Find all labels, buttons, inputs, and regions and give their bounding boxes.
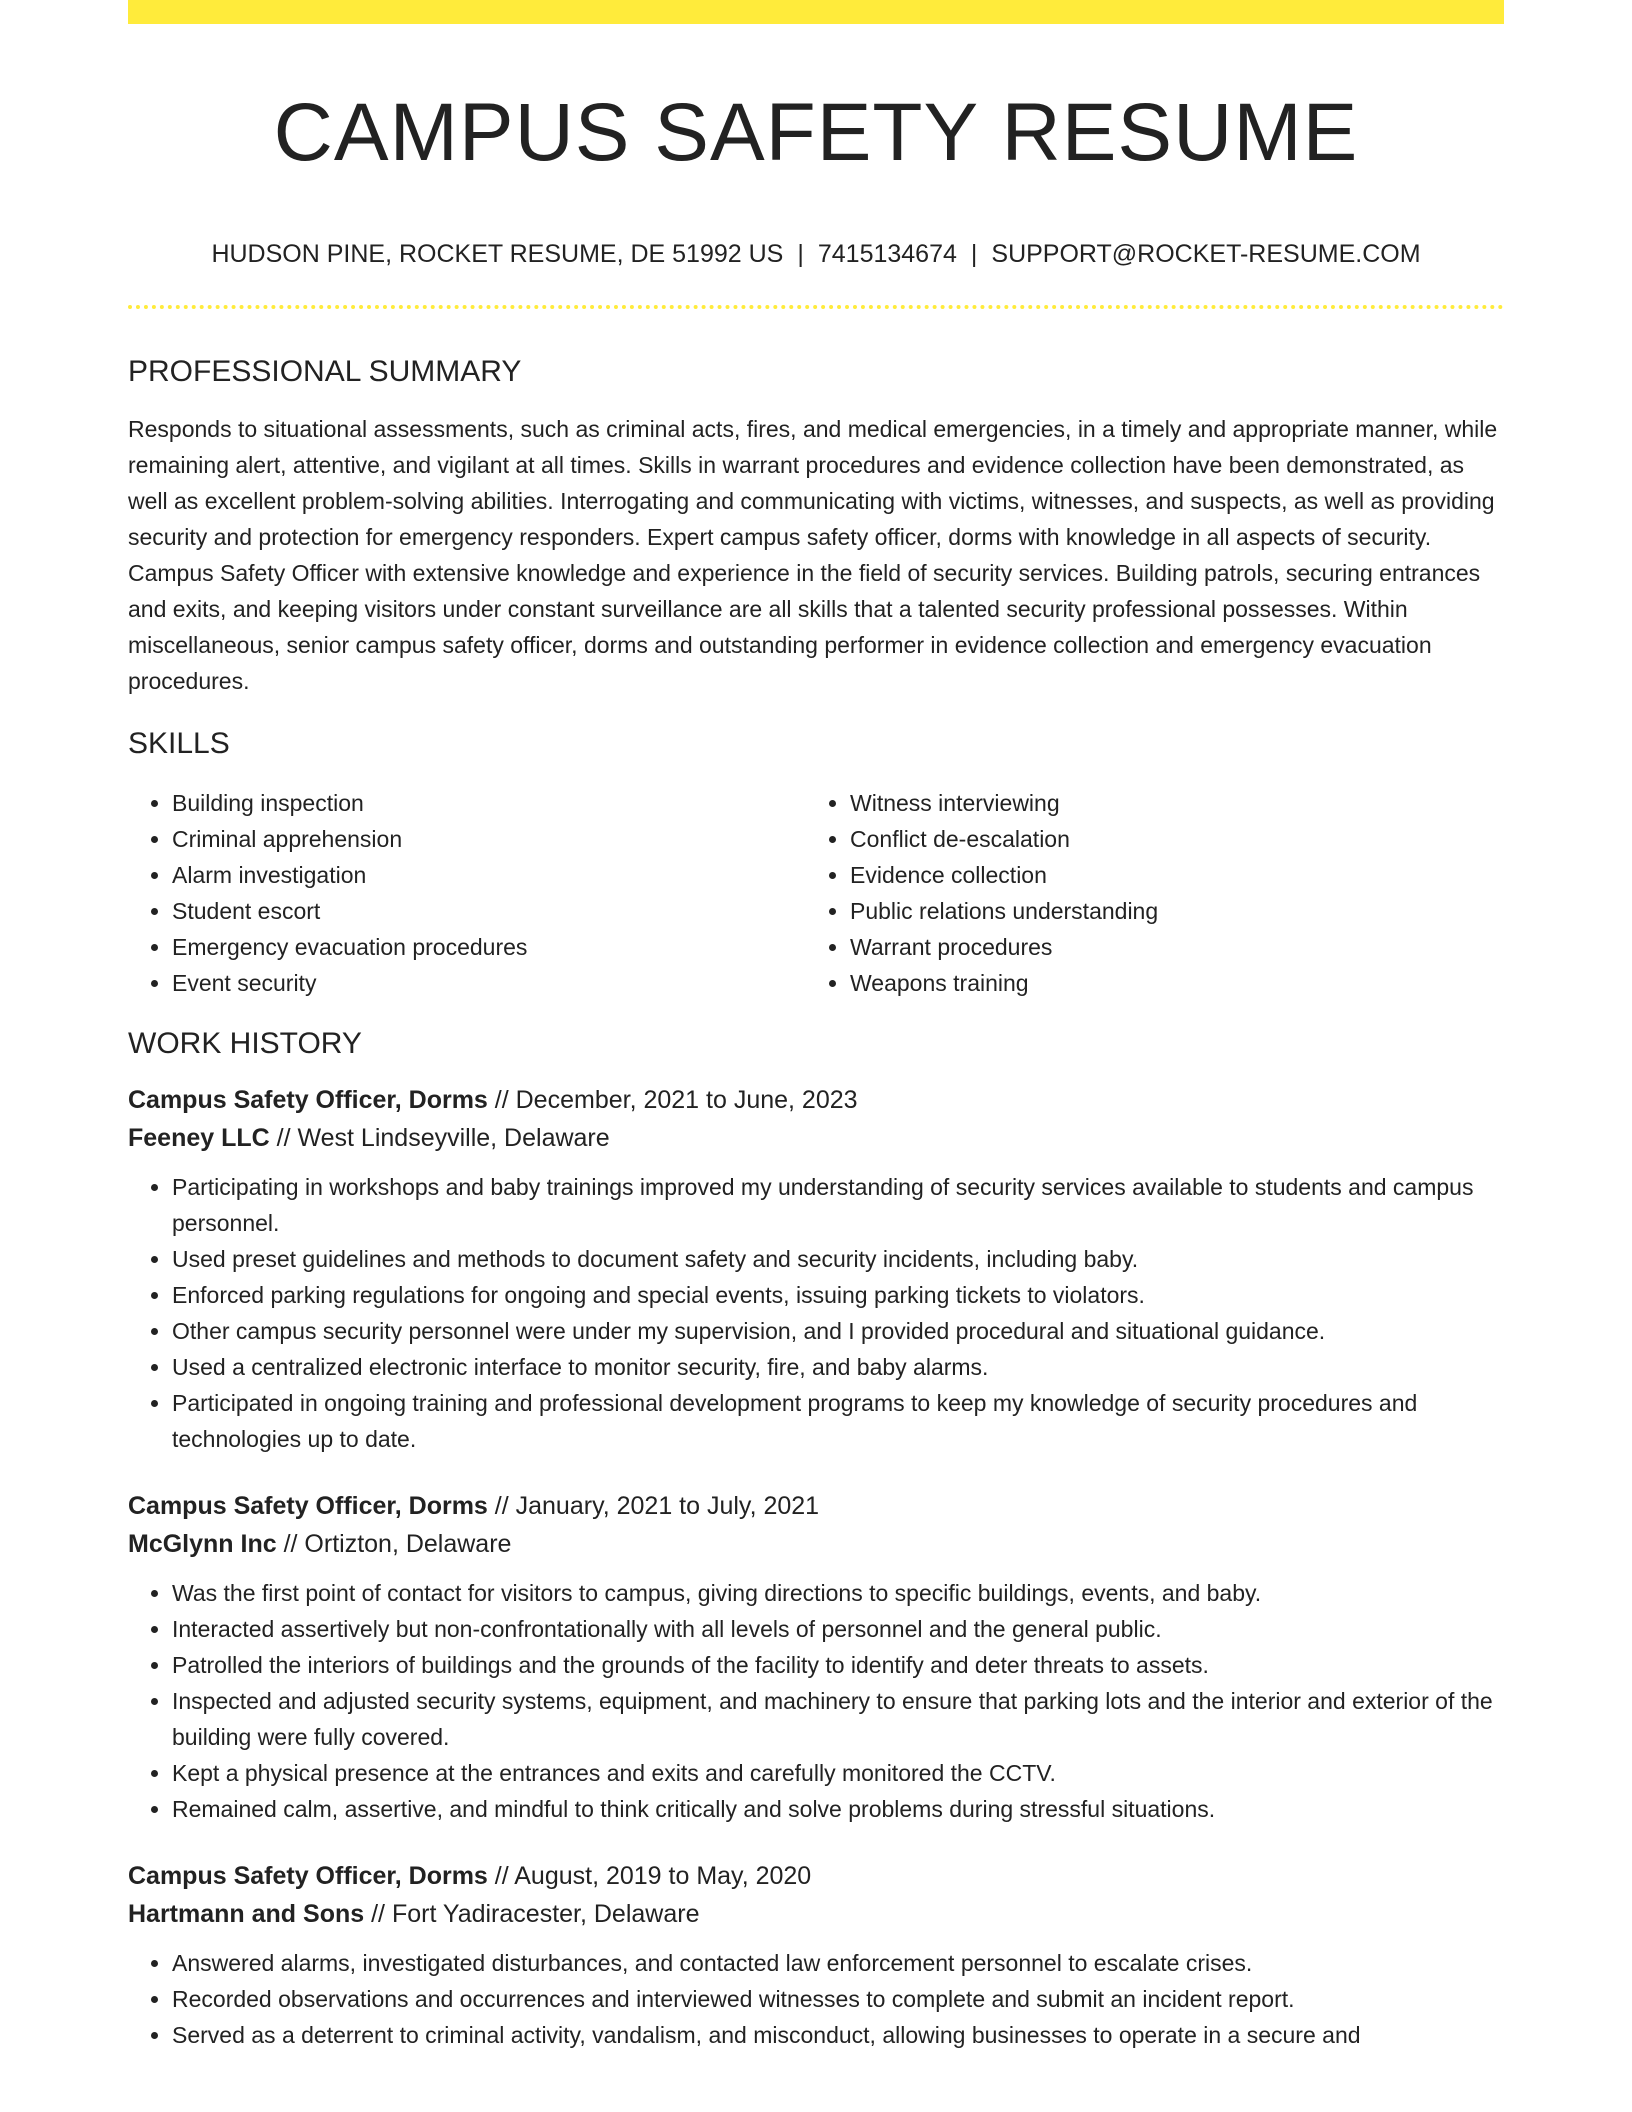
contact-phone: 7415134674	[817, 240, 957, 268]
resume-title: CAMPUS SAFETY RESUME	[273, 87, 1359, 178]
job-bullet: • Enforced parking regulations for ongoing and special events, issuing parking tickets to violators.	[172, 1277, 1504, 1313]
job-company-line	[128, 1525, 1504, 1563]
contact-line	[128, 238, 1504, 270]
job-title: Campus Safety Officer, Dorms	[128, 1492, 488, 1520]
job-title-line	[128, 1487, 1504, 1525]
contact-email: SUPPORT@ROCKET-RESUME.COM	[991, 240, 1421, 268]
job-bullet: • Used a centralized electronic interface to monitor security, fire, and baby alarms.	[172, 1349, 1504, 1385]
skill-item: • Event security	[172, 965, 806, 1001]
contact-separator: |	[970, 240, 978, 268]
contact-address: HUDSON PINE, ROCKET RESUME, DE 51992 US	[211, 240, 784, 268]
job-company-line	[128, 1895, 1504, 1933]
job-company: Hartmann and Sons	[128, 1900, 365, 1928]
contact-separator: |	[797, 240, 804, 268]
summary-heading: PROFESSIONAL SUMMARY	[128, 355, 522, 388]
skills-list-right	[806, 785, 1484, 1001]
job-location: // Ortizton, Delaware	[276, 1530, 512, 1558]
work-history-heading: WORK HISTORY	[128, 1027, 362, 1060]
job-bullet: • Was the first point of contact for visitors to campus, giving directions to specific buildings, events, and baby.	[172, 1575, 1504, 1611]
job-bullet: • Inspected and adjusted security systems, equipment, and machinery to ensure that parking lots and the interior and exterior of the building were fully covered.	[172, 1683, 1504, 1755]
job-bullet: • Used preset guidelines and methods to document safety and security incidents, including baby.	[172, 1241, 1504, 1277]
skill-item: • Criminal apprehension	[172, 821, 806, 857]
job-dates: // December, 2021 to June, 2023	[487, 1086, 858, 1114]
skill-item: • Emergency evacuation procedures	[172, 929, 806, 965]
skill-item: • Witness interviewing	[850, 785, 1484, 821]
summary-text: Responds to situational assessments, such as criminal acts, fires, and medical emergencies, in a timely and appropriate manner, while remaining alert, attentive, and vigilant at all times. Skills in warrant procedures and evidence collection have been demonstrated, as well as excellent problem-solving abilities. Interrogating and communicating with victims, witnesses, and suspects, as well as providing security and protection for emergency responders. Expert campus safety officer, dorms with knowledge in all aspects of security. Campus Safety Officer with extensive knowledge and experience in the field of security services. Building patrols, securing entrances and exits, and keeping visitors under constant surveillance are all skills that a talented security professional possesses. Within miscellaneous, senior campus safety officer, dorms and outstanding performer in evidence collection and emergency evacuation procedures.	[128, 416, 1498, 694]
skills-heading: SKILLS	[128, 727, 230, 760]
job-bullets	[128, 1169, 1504, 1457]
job-title: Campus Safety Officer, Dorms	[128, 1862, 488, 1890]
job-company: Feeney LLC	[128, 1124, 270, 1152]
job-bullet: • Recorded observations and occurrences and interviewed witnesses to complete and submit an incident report.	[172, 1981, 1504, 2017]
resume-page	[128, 0, 1504, 2053]
job-bullets	[128, 1575, 1504, 1827]
skill-item: • Public relations understanding	[850, 893, 1484, 929]
job-location: // Fort Yadiracester, Delaware	[364, 1900, 700, 1928]
job-bullet: • Answered alarms, investigated disturbances, and contacted law enforcement personnel to escalate crises.	[172, 1945, 1504, 1981]
job-title: Campus Safety Officer, Dorms	[128, 1086, 488, 1114]
skill-item: • Conflict de-escalation	[850, 821, 1484, 857]
job-bullet: • Participated in ongoing training and professional development programs to keep my knowledge of security procedures and technologies up to date.	[172, 1385, 1504, 1457]
skill-item: • Building inspection	[172, 785, 806, 821]
job-company-line	[128, 1119, 1504, 1157]
job-bullet: • Interacted assertively but non-confrontationally with all levels of personnel and the general public.	[172, 1611, 1504, 1647]
job-entry	[128, 1487, 1504, 1827]
skills-grid	[128, 785, 1504, 1001]
job-bullet: • Patrolled the interiors of buildings and the grounds of the facility to identify and deter threats to assets.	[172, 1647, 1504, 1683]
job-title-line	[128, 1081, 1504, 1119]
job-location: // West Lindseyville, Delaware	[269, 1124, 610, 1152]
skill-item: • Warrant procedures	[850, 929, 1484, 965]
job-bullet: • Served as a deterrent to criminal activity, vandalism, and misconduct, allowing businesses to operate in a secure and	[172, 2017, 1504, 2053]
job-bullet: • Remained calm, assertive, and mindful to think critically and solve problems during stressful situations.	[172, 1791, 1504, 1827]
job-entry	[128, 1081, 1504, 1457]
job-entry	[128, 1857, 1504, 2053]
skill-item: • Evidence collection	[850, 857, 1484, 893]
job-bullet: • Participating in workshops and baby trainings improved my understanding of security services available to students and campus personnel.	[172, 1169, 1504, 1241]
job-dates: // August, 2019 to May, 2020	[487, 1862, 812, 1890]
job-bullet: • Kept a physical presence at the entrances and exits and carefully monitored the CCTV.	[172, 1755, 1504, 1791]
skill-item: • Student escort	[172, 893, 806, 929]
skills-list-left	[128, 785, 806, 1001]
job-bullet: • Other campus security personnel were under my supervision, and I provided procedural and situational guidance.	[172, 1313, 1504, 1349]
job-bullets	[128, 1945, 1504, 2053]
skill-item: • Alarm investigation	[172, 857, 806, 893]
job-title-line	[128, 1857, 1504, 1895]
job-dates: // January, 2021 to July, 2021	[487, 1492, 820, 1520]
job-company: McGlynn Inc	[128, 1530, 277, 1558]
dotted-divider	[128, 305, 1504, 309]
accent-top-bar	[128, 0, 1504, 24]
skill-item: • Weapons training	[850, 965, 1484, 1001]
